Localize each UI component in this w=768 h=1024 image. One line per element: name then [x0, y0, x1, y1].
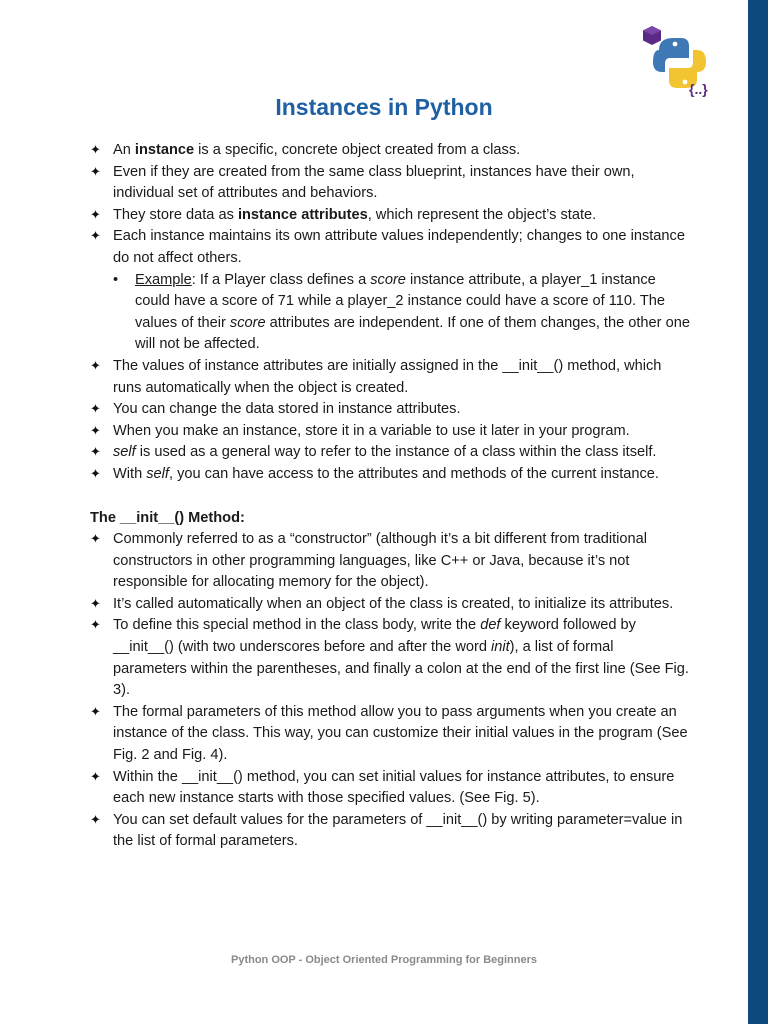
example-sublist: [90, 270, 690, 356]
bullet-item: [90, 464, 690, 486]
text-run: You can change the data stored in instance attributes.: [113, 401, 461, 418]
bullet-item: [90, 399, 690, 421]
bullet-item: [90, 140, 690, 162]
document-body: [90, 140, 690, 853]
text-run: Example: [135, 271, 192, 288]
bullet-item: [90, 810, 690, 853]
text-run: self: [146, 465, 169, 482]
text-run: Even if they are created from the same class blueprint, instances have their own, individual set of attributes and behaviors.: [113, 163, 635, 202]
text-run: instance: [134, 142, 195, 158]
text-run: To define this special method in the class body, write the: [113, 617, 481, 634]
right-side-bar: [748, 0, 768, 1024]
text-run: Each instance maintains its own attribute values independently; changes to one instance do not affect others.: [113, 228, 685, 266]
text-run: Within the __init__() method, you can set initial values for instance attributes, to ensure each new instance starts with those specified values. (See Fig. 5).: [113, 768, 675, 807]
text-run: The formal parameters of this method allow you to pass arguments when you create an instance of the class. This way, you can customize their initial values in the program (See Fig. 2 and Fig. 4).: [113, 703, 688, 764]
text-run: init: [491, 639, 510, 656]
text-run: With: [113, 465, 147, 482]
text-run: The values of instance attributes are initially assigned in the __init__() method, which runs automatically when the object is created.: [113, 357, 662, 396]
bullet-item: [90, 421, 690, 443]
text-run: instance attributes: [237, 206, 368, 223]
text-run: instance attribute, a player_1 instance could have a score of 71 while a player_2 instance could have a score of 110. The values of their: [135, 271, 666, 331]
bullet-item: [90, 162, 690, 205]
bullet-item: [90, 356, 690, 399]
text-run: : If a Player class defines a: [191, 271, 371, 288]
page-footer: Python OOP - Object Oriented Programming for Beginners: [230, 954, 537, 966]
bullet-item: [90, 226, 690, 269]
bullet-item: [90, 529, 690, 594]
page-title: Instances in Python: [275, 94, 493, 120]
text-run: is used as a general way to refer to the instance of a class within the class itself.: [135, 444, 657, 461]
text-run: , you can have access to the attributes and methods of the current instance.: [168, 465, 659, 482]
text-run: It’s called automatically when an object of the class is created, to initialize its attributes.: [113, 595, 674, 612]
python-logo-icon: [640, 24, 720, 100]
text-run: score: [229, 314, 266, 331]
bullet-item: [90, 594, 690, 616]
bullet-item: [90, 205, 690, 227]
text-run: An: [113, 142, 135, 158]
text-run: keyword followed by __init__() (with two underscores before and after the word: [113, 617, 636, 656]
bullet-item: [90, 442, 690, 464]
text-run: is a specific, concrete object created from a class.: [194, 142, 521, 158]
text-run: Commonly referred to as a “constructor” (although it’s a bit different from traditional constructors in other programming languages, like C++ or Java, because it’s not responsible for allocating memory for the object).: [113, 531, 647, 591]
section-heading: The __init__() Method:: [90, 509, 245, 526]
text-run: attributes are independent. If one of them changes, the other one will not be affected.: [135, 314, 690, 353]
bullet-item: [90, 767, 690, 810]
example-item: [135, 270, 690, 356]
instances-bullet-list: [90, 140, 690, 486]
text-run: self: [113, 444, 136, 461]
text-run: They store data as: [113, 206, 238, 223]
bullet-item: [90, 615, 690, 701]
text-run: , which represent the object’s state.: [367, 206, 597, 223]
text-run: ), a list of formal parameters within the parentheses, and finally a colon at the end of the first line (See Fig. 3).: [113, 639, 689, 699]
text-run: When you make an instance, store it in a variable to use it later in your program.: [113, 422, 630, 439]
text-run: You can set default values for the parameters of __init__() by writing parameter=value in the list of formal parameters.: [113, 811, 683, 850]
init-method-bullet-list: [90, 529, 690, 853]
bullet-item: [90, 702, 690, 767]
logo-badge: {..}: [689, 81, 708, 97]
text-run: score: [370, 271, 406, 288]
text-run: def: [480, 617, 501, 634]
